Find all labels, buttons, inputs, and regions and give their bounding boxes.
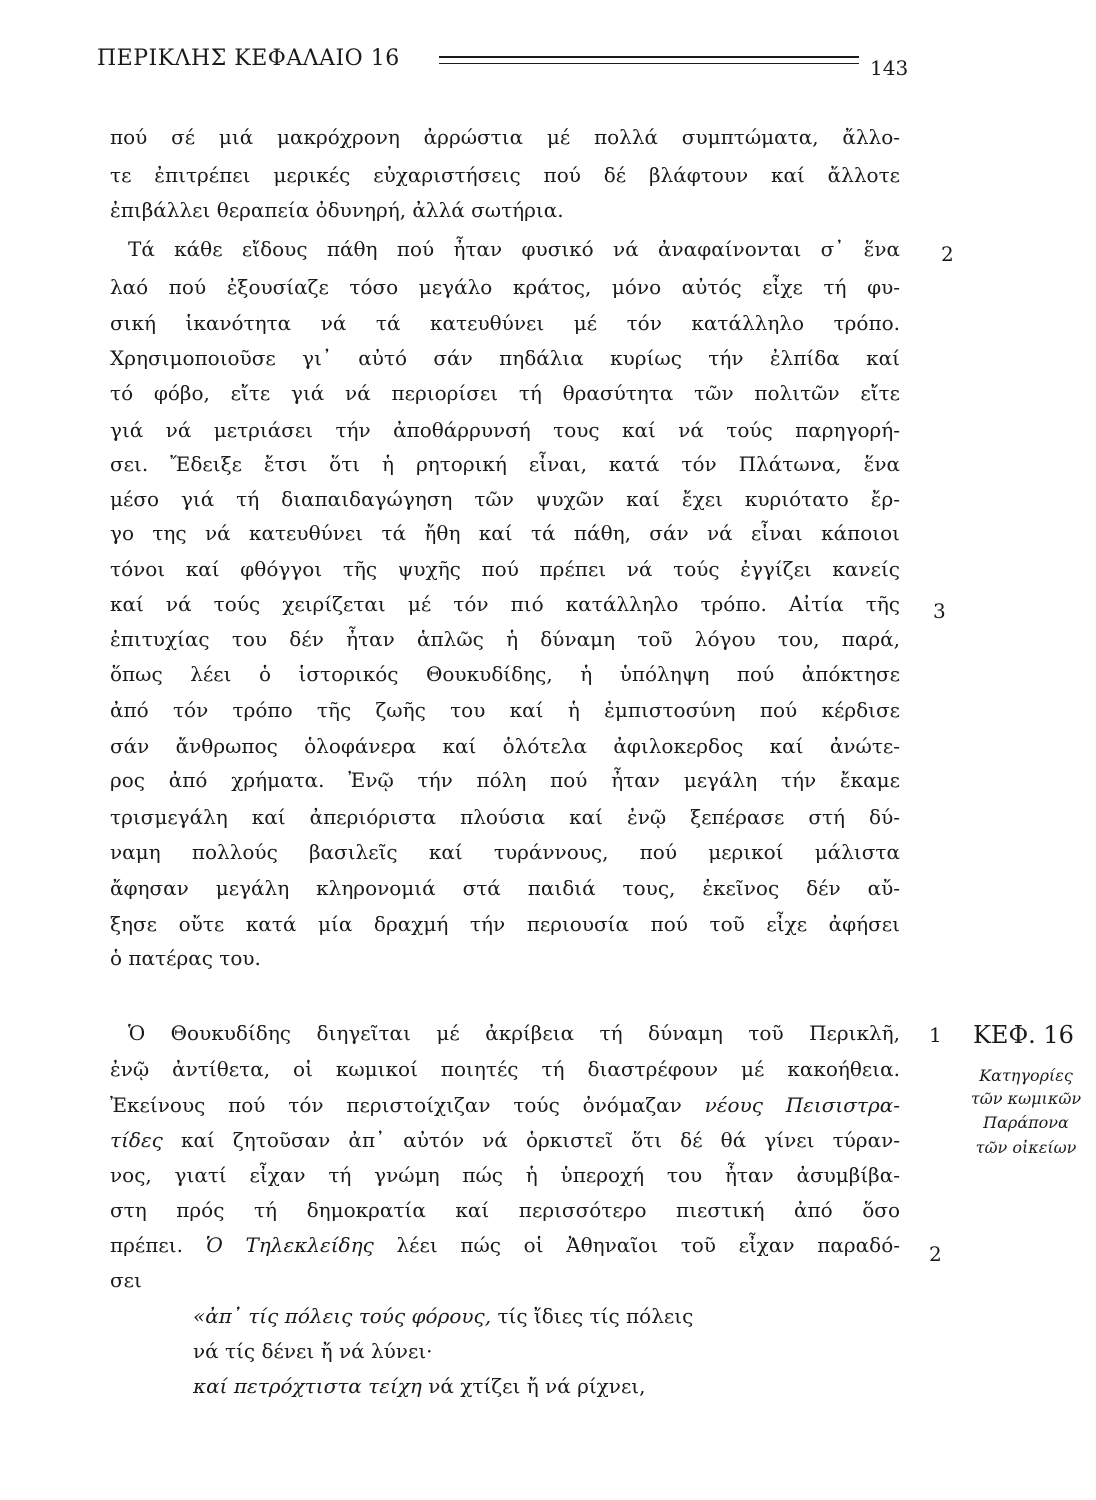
margin-number: 1 bbox=[929, 1023, 942, 1047]
poem-line bbox=[193, 1302, 693, 1330]
margin-number: 2 bbox=[929, 1242, 942, 1266]
text-run: Ἐκείνους πού τόν περιστοίχιζαν τούς ὀνόμαζαν bbox=[110, 1093, 705, 1117]
text-line: σική ἱκανότητα νά τά κατευθύνει μέ τόν κατάλληλο τρόπο. bbox=[110, 311, 900, 335]
text-line: ναμη πολλούς βασιλεῖς καί τυράννους, πού μερικοί μάλιστα bbox=[110, 840, 900, 864]
text-line: σάν ἄνθρωπος ὁλοφάνερα καί ὁλότελα ἀφιλοκερδος καί ἀνώτε- bbox=[110, 734, 900, 758]
italic-run: καί πετρόχτιστα τείχη bbox=[193, 1374, 422, 1398]
text-run: πρέπει. bbox=[110, 1233, 206, 1257]
text-line: ἐπιτυχίας του δέν ἦταν ἁπλῶς ἡ δύναμη τοῦ λόγου του, παρά, bbox=[110, 627, 900, 651]
sidebar-note: τῶν οἰκείων bbox=[975, 1138, 1077, 1157]
italic-run: νέους Πεισιστρα- bbox=[704, 1093, 900, 1117]
sidebar-note: τῶν κωμικῶν bbox=[970, 1089, 1082, 1108]
text-line: γο της νά κατευθύνει τά ἤθη καί τά πάθη, σάν νά εἶναι κάποιοι bbox=[110, 521, 900, 545]
text-line: καί νά τούς χειρίζεται μέ τόν πιό κατάλληλο τρόπο. Αἰτία τῆς bbox=[110, 592, 900, 616]
text-run: καί ζητοῦσαν ἀπ᾽ αὐτόν νά ὁρκιστεῖ ὅτι δέ θά γίνει τύραν- bbox=[162, 1128, 900, 1152]
text-line: λαό πού ἐξουσίαζε τόσο μεγάλο κράτος, μόνο αὐτός εἶχε τή φυ- bbox=[110, 275, 900, 299]
text-line: Ὁ Θουκυδίδης διηγεῖται μέ ἀκρίβεια τή δύναμη τοῦ Περικλῆ, bbox=[128, 1021, 900, 1045]
text-line: μέσο γιά τή διαπαιδαγώγηση τῶν ψυχῶν καί ἔχει κυριότατο ἔρ- bbox=[110, 487, 900, 511]
text-line: Χρησιμοποιοῦσε γι᾽ αὐτό σάν πηδάλια κυρίως τήν ἐλπίδα καί bbox=[110, 346, 900, 370]
text-line: ρος ἀπό χρήματα. Ἐνῷ τήν πόλη πού ἦταν μεγάλη τήν ἔκαμε bbox=[110, 768, 900, 792]
header-title: ΠΕΡΙΚΛΗΣ ΚΕΦΑΛΑΙΟ 16 bbox=[97, 46, 400, 71]
text-line: ὅπως λέει ὁ ἱστορικός Θουκυδίδης, ἡ ὑπόληψη πού ἀπόκτησε bbox=[110, 662, 900, 686]
margin-number: 3 bbox=[933, 599, 946, 623]
text-run: νά χτίζει ἤ νά ρίχνει, bbox=[421, 1374, 646, 1398]
text-line: σει. Ἔδειξε ἔτσι ὅτι ἡ ρητορική εἶναι, κατά τόν Πλάτωνα, ἕνα bbox=[110, 452, 900, 476]
poem-line: νά τίς δένει ἤ νά λύνει· bbox=[193, 1339, 433, 1363]
text-line: γιά νά μετριάσει τήν ἀποθάρρυνσή τους καί νά τούς παρηγορή- bbox=[110, 418, 900, 442]
header-double-rule bbox=[439, 56, 859, 64]
text-line: ἀπό τόν τρόπο τῆς ζωῆς του καί ἡ ἐμπιστοσύνη πού κέρδισε bbox=[110, 698, 900, 722]
text-line: ἄφησαν μεγάλη κληρονομιά στά παιδιά τους, ἐκεῖνος δέν αὔ- bbox=[110, 876, 900, 900]
text-run: τίς ἴδιες τίς πόλεις bbox=[491, 1304, 694, 1328]
text-line bbox=[110, 1091, 900, 1119]
page-number: 143 bbox=[870, 56, 909, 80]
sidebar-note: Κατηγορίες bbox=[979, 1066, 1073, 1085]
text-line bbox=[110, 1126, 900, 1154]
text-line: πού σέ μιά μακρόχρονη ἀρρώστια μέ πολλά συμπτώματα, ἄλλο- bbox=[110, 125, 900, 149]
text-line: ξησε οὔτε κατά μία δραχμή τήν περιουσία πού τοῦ εἶχε ἀφήσει bbox=[110, 912, 900, 936]
poem-line bbox=[193, 1372, 646, 1400]
sidebar-chapter-title: ΚΕΦ. 16 bbox=[973, 1021, 1074, 1049]
text-line: τόνοι καί φθόγγοι τῆς ψυχῆς πού πρέπει νά τούς ἐγγίζει κανείς bbox=[110, 557, 900, 581]
text-line: νος, γιατί εἶχαν τή γνώμη πώς ἡ ὑπεροχή του ἦταν ἀσυμβίβα- bbox=[110, 1163, 900, 1187]
text-run: λέει πώς οἱ Ἀθηναῖοι τοῦ εἶχαν παραδό- bbox=[373, 1233, 901, 1257]
text-line: τε ἐπιτρέπει μερικές εὐχαριστήσεις πού δέ βλάφτουν καί ἄλλοτε bbox=[110, 163, 900, 187]
italic-run: τίδες bbox=[110, 1128, 163, 1152]
text-line: στη πρός τή δημοκρατία καί περισσότερο πιεστική ἀπό ὅσο bbox=[110, 1198, 900, 1222]
text-line: τό φόβο, εἴτε γιά νά περιορίσει τή θρασύτητα τῶν πολιτῶν εἴτε bbox=[110, 381, 900, 405]
text-line: ἐπιβάλλει θεραπεία ὀδυνηρή, ἀλλά σωτήρια. bbox=[110, 198, 564, 222]
text-line bbox=[110, 1231, 900, 1259]
running-header bbox=[97, 46, 907, 86]
text-line: ὁ πατέρας του. bbox=[110, 946, 261, 970]
italic-run: Ὁ Τηλεκλείδης bbox=[205, 1233, 374, 1257]
text-line: Τά κάθε εἴδους πάθη πού ἦταν φυσικό νά ἀναφαίνονται σ᾽ ἕνα bbox=[128, 237, 900, 261]
margin-number: 2 bbox=[941, 242, 954, 266]
text-line: ἐνῷ ἀντίθετα, οἱ κωμικοί ποιητές τή διαστρέφουν μέ κακοήθεια. bbox=[110, 1057, 900, 1081]
text-line: τρισμεγάλη καί ἀπεριόριστα πλούσια καί ἐνῷ ξεπέρασε στή δύ- bbox=[110, 805, 900, 829]
italic-run: «ἀπ᾽ τίς πόλεις τούς φόρους, bbox=[193, 1304, 492, 1328]
text-line: σει bbox=[110, 1268, 142, 1292]
sidebar-note: Παράπονα bbox=[983, 1113, 1069, 1132]
